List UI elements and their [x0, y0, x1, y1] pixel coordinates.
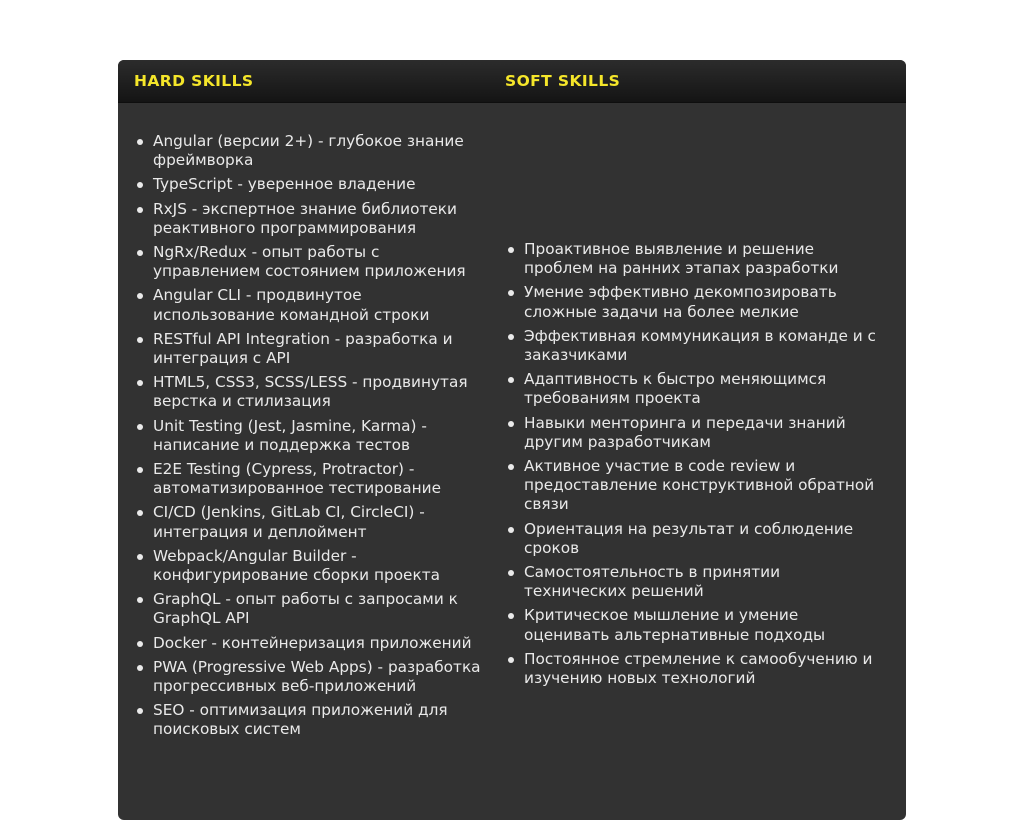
list-item: E2E Testing (Cypress, Protractor) - автоматизированное тестирование: [134, 460, 484, 498]
skills-table: [118, 60, 906, 820]
list-item: Навыки менторинга и передачи знаний другим разработчикам: [505, 414, 880, 452]
list-item: Docker - контейнеризация приложений: [134, 634, 484, 653]
list-item: SEO - оптимизация приложений для поисковых систем: [134, 701, 484, 739]
table-header: [118, 60, 906, 103]
list-item: TypeScript - уверенное владение: [134, 175, 484, 194]
soft-skills-list: [505, 240, 880, 693]
list-item: Angular (версии 2+) - глубокое знание фреймворка: [134, 132, 484, 170]
list-item: Эффективная коммуникация в команде и с заказчиками: [505, 327, 880, 365]
list-item: Постоянное стремление к самообучению и изучению новых технологий: [505, 650, 880, 688]
list-item: Проактивное выявление и решение проблем на ранних этапах разработки: [505, 240, 880, 278]
list-item: PWA (Progressive Web Apps) - разработка прогрессивных веб-приложений: [134, 658, 484, 696]
list-item: Angular CLI - продвинутое использование командной строки: [134, 286, 484, 324]
list-item: Самостоятельность в принятии технических решений: [505, 563, 880, 601]
list-item: RESTful API Integration - разработка и интеграция с API: [134, 330, 484, 368]
list-item: Ориентация на результат и соблюдение сроков: [505, 520, 880, 558]
list-item: GraphQL - опыт работы с запросами к GraphQL API: [134, 590, 484, 628]
list-item: Критическое мышление и умение оценивать альтернативные подходы: [505, 606, 880, 644]
hard-skills-list: [134, 132, 484, 745]
list-item: Умение эффективно декомпозировать сложные задачи на более мелкие: [505, 283, 880, 321]
hard-skills-title: HARD SKILLS: [134, 72, 254, 90]
list-item: Активное участие в code review и предоставление конструктивной обратной связи: [505, 457, 880, 515]
list-item: HTML5, CSS3, SCSS/LESS - продвинутая верстка и стилизация: [134, 373, 484, 411]
list-item: Webpack/Angular Builder - конфигурирование сборки проекта: [134, 547, 484, 585]
list-item: CI/CD (Jenkins, GitLab CI, CircleCI) - интеграция и деплоймент: [134, 503, 484, 541]
list-item: Unit Testing (Jest, Jasmine, Karma) - написание и поддержка тестов: [134, 417, 484, 455]
soft-skills-title: SOFT SKILLS: [505, 72, 621, 90]
list-item: RxJS - экспертное знание библиотеки реактивного программирования: [134, 200, 484, 238]
list-item: Адаптивность к быстро меняющимся требованиям проекта: [505, 370, 880, 408]
list-item: NgRx/Redux - опыт работы с управлением состоянием приложения: [134, 243, 484, 281]
